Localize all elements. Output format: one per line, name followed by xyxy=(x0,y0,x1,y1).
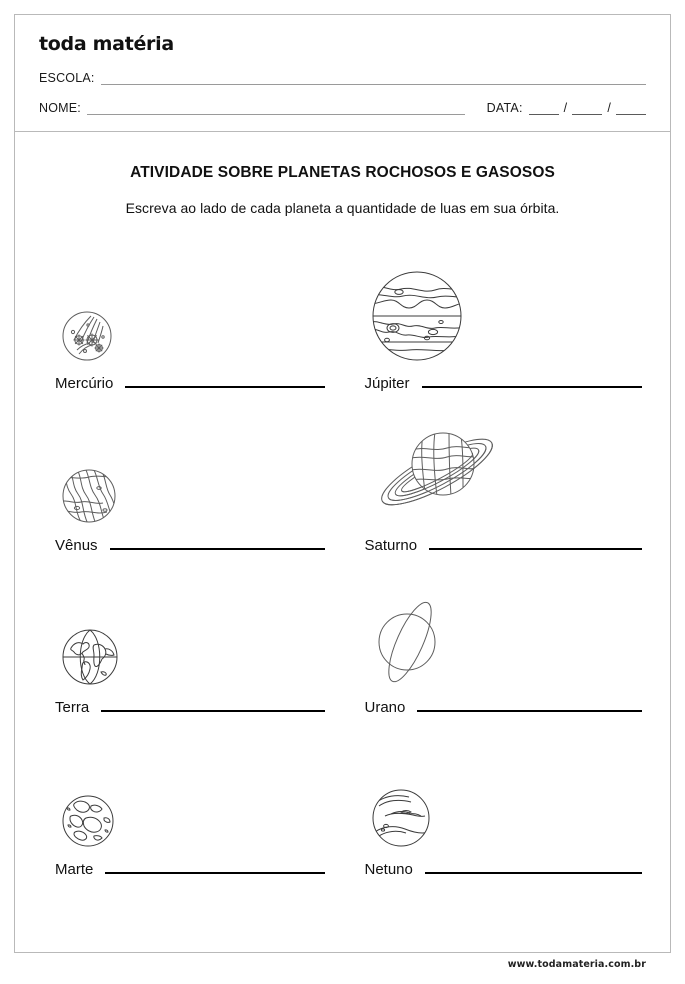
worksheet-header xyxy=(15,15,670,132)
escola-input-line[interactable] xyxy=(101,74,646,85)
activity-title: ATIVIDADE SOBRE PLANETAS ROCHOSOS E GASOSOS xyxy=(130,164,555,181)
planet-item-urano xyxy=(343,554,647,716)
planet-label-marte: Marte xyxy=(55,861,94,878)
nome-label: NOME: xyxy=(39,101,81,115)
mars-icon xyxy=(61,794,115,848)
planet-label-terra: Terra xyxy=(55,699,90,716)
answer-row-urano xyxy=(343,699,647,716)
nome-input-line[interactable] xyxy=(87,104,465,115)
neptune-icon xyxy=(371,788,431,848)
uranus-icon xyxy=(371,598,449,686)
planet-label-urano: Urano xyxy=(364,699,406,716)
brand-logo: toda matéria xyxy=(39,33,174,55)
date-separator-2: / xyxy=(607,101,611,115)
data-year-input[interactable] xyxy=(616,104,646,115)
answer-line-venus[interactable] xyxy=(110,544,325,550)
footer-url: www.todamateria.com.br xyxy=(507,959,646,970)
venus-icon xyxy=(61,468,117,524)
saturn-icon xyxy=(371,420,503,524)
answer-row-saturno xyxy=(343,537,647,554)
planet-label-netuno: Netuno xyxy=(364,861,413,878)
answer-row-terra xyxy=(39,699,343,716)
answer-line-urano[interactable] xyxy=(417,706,642,712)
planet-label-mercurio: Mercúrio xyxy=(55,375,114,392)
activity-instruction: Escreva ao lado de cada planeta a quantidade de luas em sua órbita. xyxy=(125,200,560,216)
planet-item-terra xyxy=(39,554,343,716)
earth-icon xyxy=(61,628,119,686)
answer-line-marte[interactable] xyxy=(105,868,324,874)
jupiter-icon xyxy=(371,270,463,362)
planet-item-netuno xyxy=(343,716,647,878)
planet-item-venus xyxy=(39,392,343,554)
worksheet-body xyxy=(15,164,670,984)
nome-data-field-row xyxy=(39,101,646,115)
planet-item-marte xyxy=(39,716,343,878)
answer-line-jupiter[interactable] xyxy=(422,382,642,388)
data-month-input[interactable] xyxy=(572,104,602,115)
answer-row-venus xyxy=(39,537,343,554)
planet-item-jupiter xyxy=(343,230,647,392)
answer-line-netuno[interactable] xyxy=(425,868,642,874)
escola-field-row xyxy=(39,71,646,85)
answer-line-terra[interactable] xyxy=(101,706,324,712)
planet-item-saturno xyxy=(343,392,647,554)
answer-line-mercurio[interactable] xyxy=(125,382,324,388)
data-day-input[interactable] xyxy=(529,104,559,115)
answer-row-jupiter xyxy=(343,375,647,392)
date-separator-1: / xyxy=(563,101,568,115)
planet-item-mercurio xyxy=(39,230,343,392)
planet-label-venus: Vênus xyxy=(55,537,98,554)
worksheet-page xyxy=(14,14,671,970)
planet-grid xyxy=(39,230,646,878)
data-label: DATA: xyxy=(486,101,523,115)
planet-label-jupiter: Júpiter xyxy=(364,375,410,392)
planet-label-saturno: Saturno xyxy=(364,537,418,554)
escola-label: ESCOLA: xyxy=(39,71,95,85)
mercury-icon xyxy=(61,310,113,362)
data-field-group xyxy=(465,101,646,115)
answer-line-saturno[interactable] xyxy=(429,544,642,550)
answer-row-marte xyxy=(39,861,343,878)
answer-row-mercurio xyxy=(39,375,343,392)
answer-row-netuno xyxy=(343,861,647,878)
